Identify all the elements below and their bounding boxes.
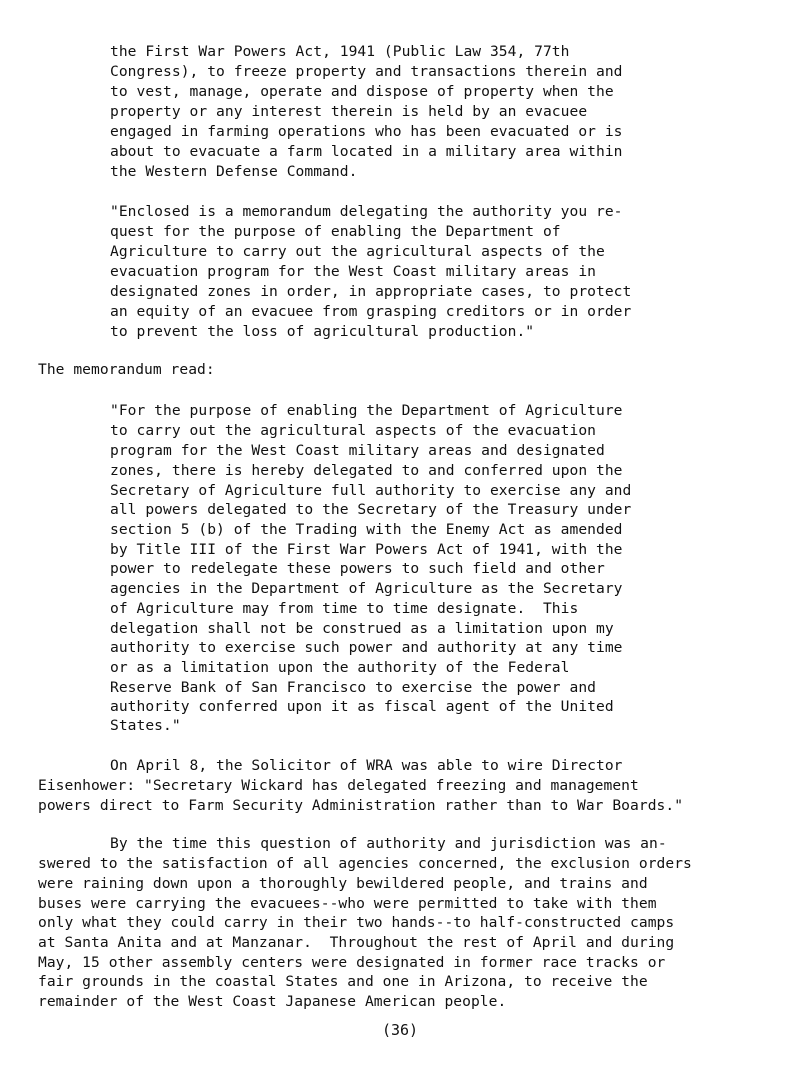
- text-line: States.": [110, 717, 181, 734]
- text-line: remainder of the West Coast Japanese American people.: [38, 993, 507, 1010]
- text-line: by Title III of the First War Powers Act of 1941, with the: [110, 541, 623, 558]
- text-line: authority conferred upon it as fiscal agent of the United: [110, 698, 614, 715]
- text-line: only what they could carry in their two hands--to half-constructed camps: [38, 914, 675, 931]
- text-line: designated zones in order, in appropriate cases, to protect: [110, 283, 632, 300]
- text-line: Agriculture to carry out the agricultural aspects of the: [110, 243, 605, 260]
- text-line: all powers delegated to the Secretary of the Treasury under: [110, 501, 632, 518]
- text-line: delegation shall not be construed as a limitation upon my: [110, 620, 614, 637]
- text-line: property or any interest therein is held by an evacuee: [110, 103, 588, 120]
- text-line: By the time this question of authority and jurisdiction was an-: [110, 835, 667, 852]
- text-line: were raining down upon a thoroughly bewildered people, and trains and: [38, 875, 648, 892]
- memo-intro: The memorandum read:: [38, 361, 215, 378]
- text-line: to carry out the agricultural aspects of the evacuation: [110, 422, 596, 439]
- text-line: engaged in farming operations who has been evacuated or is: [110, 123, 623, 140]
- text-line: May, 15 other assembly centers were designated in former race tracks or: [38, 954, 666, 971]
- text-line: authority to exercise such power and authority at any time: [110, 639, 623, 656]
- text-line: "Enclosed is a memorandum delegating the authority you re-: [110, 203, 623, 220]
- text-line: quest for the purpose of enabling the Department of: [110, 223, 561, 240]
- text-line: On April 8, the Solicitor of WRA was able to wire Director: [110, 757, 623, 774]
- text-line: to prevent the loss of agricultural production.": [110, 323, 535, 340]
- text-line: Reserve Bank of San Francisco to exercise the power and: [110, 679, 596, 696]
- text-line: section 5 (b) of the Trading with the Enemy Act as amended: [110, 521, 623, 538]
- text-line: buses were carrying the evacuees--who were permitted to take with them: [38, 895, 657, 912]
- text-line: at Santa Anita and at Manzanar. Throughout the rest of April and during: [38, 934, 675, 951]
- text-line: program for the West Coast military areas and designated: [110, 442, 605, 459]
- text-line: the First War Powers Act, 1941 (Public Law 354, 77th: [110, 43, 570, 60]
- text-line: swered to the satisfaction of all agencies concerned, the exclusion orders: [38, 855, 692, 872]
- text-line: power to redelegate these powers to such field and other: [110, 560, 605, 577]
- text-line: agencies in the Department of Agriculture as the Secretary: [110, 580, 623, 597]
- text-line: an equity of an evacuee from grasping creditors or in order: [110, 303, 632, 320]
- text-line: fair grounds in the coastal States and one in Arizona, to receive the: [38, 973, 648, 990]
- text-line: "For the purpose of enabling the Department of Agriculture: [110, 402, 623, 419]
- text-line: zones, there is hereby delegated to and conferred upon the: [110, 462, 623, 479]
- text-line: of Agriculture may from time to time designate. This: [110, 600, 579, 617]
- text-line: Congress), to freeze property and transactions therein and: [110, 63, 623, 80]
- text-line: the Western Defense Command.: [110, 163, 358, 180]
- text-line: evacuation program for the West Coast military areas in: [110, 263, 596, 280]
- text-line: Secretary of Agriculture full authority to exercise any and: [110, 482, 632, 499]
- text-line: about to evacuate a farm located in a military area within: [110, 143, 623, 160]
- text-line: powers direct to Farm Security Administration rather than to War Boards.": [38, 797, 684, 814]
- text-line: Eisenhower: "Secretary Wickard has delegated freezing and management: [38, 777, 639, 794]
- text-line: or as a limitation upon the authority of the Federal: [110, 659, 570, 676]
- page-number: (36): [381, 1021, 419, 1039]
- text-line: to vest, manage, operate and dispose of property when the: [110, 83, 614, 100]
